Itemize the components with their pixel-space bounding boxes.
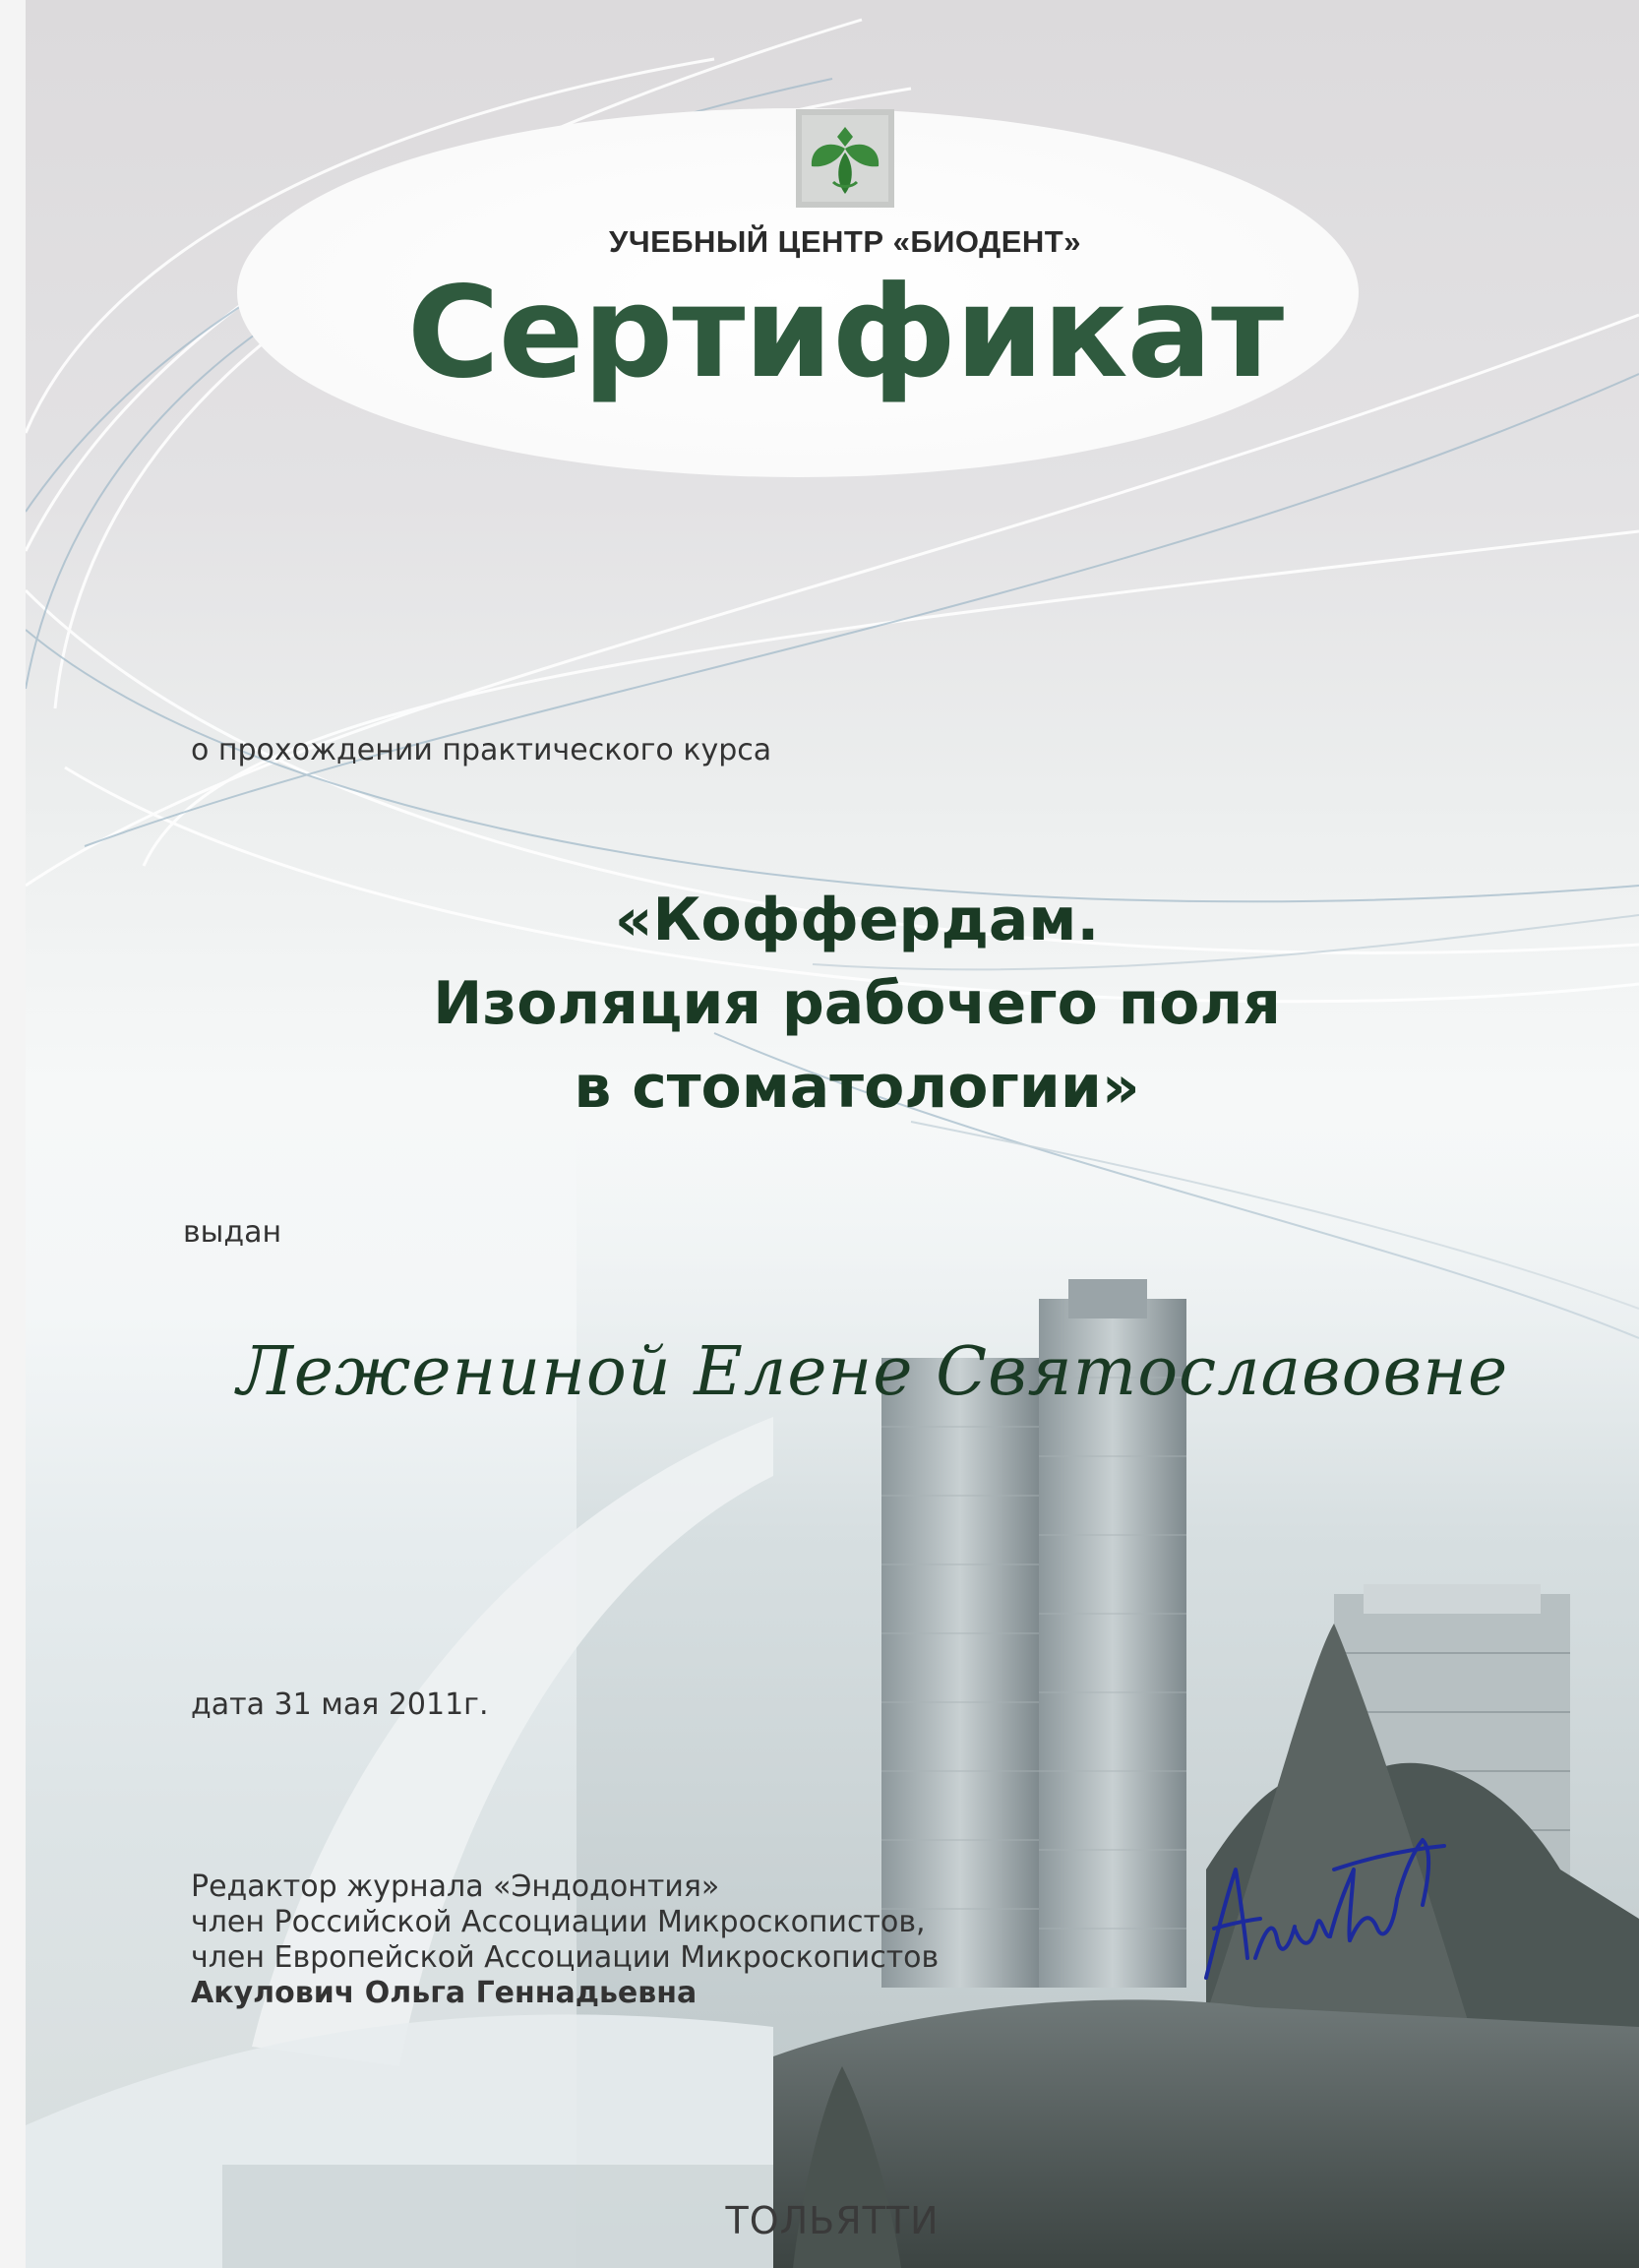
course-title-line-1: «Коффердам.	[614, 886, 1100, 954]
training-center-name: УЧЕБНЫЙ ЦЕНТР «БИОДЕНТ»	[609, 224, 1081, 259]
recipient-name: Лежениной Елене Святославовне	[237, 1333, 1509, 1411]
city-name: ТОЛЬЯТТИ	[725, 2199, 940, 2242]
certificate-title: Сертификат	[406, 260, 1284, 406]
signer-line-3: член Европейской Ассоциации Микроскопистов	[191, 1940, 940, 1975]
certificate-page	[26, 0, 1639, 2268]
course-title-line-3: в стоматологии»	[574, 1053, 1140, 1122]
signer-name: Акулович Ольга Геннадьевна	[191, 1976, 698, 2010]
handwritten-signature	[1186, 1810, 1452, 2007]
signer-block	[191, 1870, 939, 2011]
issued-label: выдан	[183, 1215, 282, 1250]
course-title-line-2: Изоляция рабочего поля	[433, 969, 1281, 1038]
issue-date: дата 31 мая 2011г.	[191, 1687, 489, 1722]
leaf-logo-icon	[790, 103, 900, 214]
course-title	[222, 879, 1491, 1130]
signer-line-1: Редактор журнала «Эндодонтия»	[191, 1870, 720, 1904]
signer-line-2: член Российской Ассоциации Микроскопистов,	[191, 1905, 926, 1939]
course-intro-text: о прохождении практического курса	[191, 733, 772, 767]
